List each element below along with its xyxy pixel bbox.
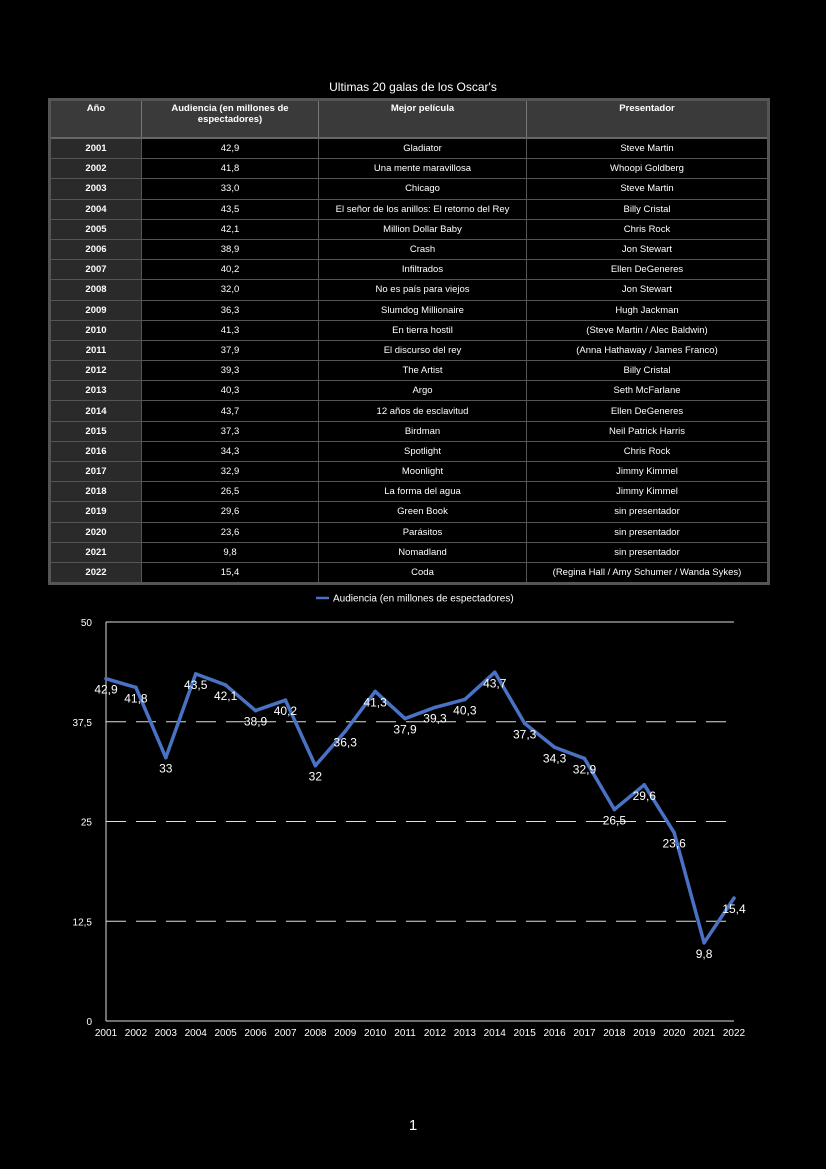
x-tick-label: 2012	[423, 1028, 447, 1039]
table-row	[50, 562, 769, 583]
cell-host: Seth McFarlane	[527, 381, 769, 401]
cell-host: Billy Cristal	[527, 199, 769, 219]
table-row	[50, 320, 769, 340]
x-tick-label: 2022	[722, 1028, 746, 1039]
data-point	[493, 670, 497, 674]
y-tick-label: 12,5	[72, 917, 92, 929]
data-label: 37,3	[512, 727, 537, 742]
cell-best-picture: The Artist	[319, 361, 527, 381]
cell-audience: 42,1	[142, 219, 319, 239]
cell-host: Ellen DeGeneres	[527, 260, 769, 280]
data-point	[343, 730, 347, 734]
cell-year: 2009	[50, 300, 142, 320]
cell-year: 2008	[50, 280, 142, 300]
data-point	[104, 677, 108, 681]
data-point	[314, 764, 318, 768]
cell-audience: 33,0	[142, 179, 319, 199]
cell-audience: 43,7	[142, 401, 319, 421]
cell-best-picture: Crash	[319, 239, 527, 259]
data-point	[224, 683, 228, 687]
cell-best-picture: No es país para viejos	[319, 280, 527, 300]
cell-host: Hugh Jackman	[527, 300, 769, 320]
x-tick-label: 2007	[274, 1028, 297, 1039]
cell-audience: 32,0	[142, 280, 319, 300]
cell-host: Jimmy Kimmel	[527, 462, 769, 482]
cell-host: Whoopi Goldberg	[527, 159, 769, 179]
data-label: 23,6	[662, 836, 686, 851]
series-line	[106, 672, 734, 943]
cell-host: (Steve Martin / Alec Baldwin)	[527, 320, 769, 340]
data-label: 43,7	[483, 676, 507, 691]
cell-best-picture: Chicago	[319, 179, 527, 199]
table-row	[50, 159, 769, 179]
cell-year: 2010	[50, 320, 142, 340]
x-tick-label: 2018	[603, 1028, 626, 1039]
x-tick-label: 2015	[513, 1028, 536, 1039]
cell-best-picture: Parásitos	[319, 522, 527, 542]
x-tick-label: 2011	[394, 1028, 416, 1039]
data-label: 41,3	[363, 695, 387, 710]
header-year: Año	[50, 100, 142, 139]
table-row	[50, 361, 769, 381]
table-row	[50, 260, 769, 280]
data-label: 39,3	[423, 711, 447, 726]
data-point	[134, 686, 138, 690]
cell-audience: 42,9	[142, 138, 319, 159]
data-label: 42,9	[94, 682, 118, 697]
table-row	[50, 381, 769, 401]
table-row	[50, 421, 769, 441]
cell-host: Steve Martin	[527, 179, 769, 199]
x-tick-label: 2006	[244, 1028, 267, 1039]
audience-line-chart	[0, 585, 826, 1045]
header-audience: Audiencia (en millones de espectadores)	[142, 100, 319, 139]
table-row	[50, 239, 769, 259]
x-tick-label: 2002	[124, 1028, 148, 1039]
cell-best-picture: Nomadland	[319, 542, 527, 562]
cell-best-picture: Argo	[319, 381, 527, 401]
table-row	[50, 219, 769, 239]
data-label: 36,3	[333, 735, 357, 750]
data-point	[463, 698, 467, 702]
data-point	[672, 831, 676, 835]
data-label: 40,3	[453, 703, 477, 718]
data-point	[642, 783, 646, 787]
cell-year: 2013	[50, 381, 142, 401]
cell-year: 2021	[50, 542, 142, 562]
cell-audience: 39,3	[142, 361, 319, 381]
table-row	[50, 542, 769, 562]
data-label: 26,5	[602, 813, 627, 828]
cell-host: Chris Rock	[527, 441, 769, 461]
oscars-table	[48, 98, 770, 585]
cell-best-picture: Birdman	[319, 421, 527, 441]
cell-year: 2005	[50, 219, 142, 239]
cell-best-picture: Spotlight	[319, 441, 527, 461]
data-label: 37,9	[393, 722, 417, 737]
y-tick-label: 37,5	[72, 717, 92, 729]
cell-host: Steve Martin	[527, 138, 769, 159]
cell-year: 2007	[50, 260, 142, 280]
cell-best-picture: La forma del agua	[319, 482, 527, 502]
data-point	[254, 709, 258, 713]
cell-audience: 15,4	[142, 562, 319, 583]
data-point	[523, 722, 527, 726]
data-label: 9,8	[695, 946, 713, 961]
cell-audience: 34,3	[142, 441, 319, 461]
cell-year: 2017	[50, 462, 142, 482]
page-number: 1	[408, 1117, 418, 1134]
table-row	[50, 462, 769, 482]
data-label: 32	[308, 769, 323, 784]
data-point	[373, 690, 377, 694]
data-point	[284, 698, 288, 702]
cell-best-picture: En tierra hostil	[319, 320, 527, 340]
x-tick-label: 2017	[573, 1028, 596, 1039]
cell-year: 2003	[50, 179, 142, 199]
cell-best-picture: Infiltrados	[319, 260, 527, 280]
cell-audience: 9,8	[142, 542, 319, 562]
cell-audience: 37,9	[142, 340, 319, 360]
cell-best-picture: Slumdog Millionaire	[319, 300, 527, 320]
table-body	[50, 138, 769, 584]
data-point	[164, 756, 168, 760]
cell-host: (Regina Hall / Amy Schumer / Wanda Sykes)	[527, 562, 769, 583]
cell-best-picture: El discurso del rey	[319, 340, 527, 360]
cell-best-picture: Moonlight	[319, 462, 527, 482]
data-label: 34,3	[542, 751, 567, 766]
header-best-picture: Mejor película	[319, 100, 527, 139]
data-label: 38,9	[243, 714, 268, 729]
cell-year: 2006	[50, 239, 142, 259]
cell-year: 2001	[50, 138, 142, 159]
x-tick-label: 2008	[304, 1028, 327, 1039]
table-row	[50, 280, 769, 300]
cell-best-picture: El señor de los anillos: El retorno del Rey	[319, 199, 527, 219]
cell-audience: 26,5	[142, 482, 319, 502]
x-tick-label: 2004	[184, 1028, 207, 1039]
cell-year: 2002	[50, 159, 142, 179]
y-tick-label: 50	[80, 618, 92, 629]
cell-host: Neil Patrick Harris	[527, 421, 769, 441]
cell-best-picture: Green Book	[319, 502, 527, 522]
x-tick-label: 2010	[364, 1028, 387, 1039]
data-point	[553, 745, 557, 749]
cell-host: Jon Stewart	[527, 239, 769, 259]
x-tick-label: 2009	[334, 1028, 357, 1039]
data-point	[613, 808, 617, 812]
cell-audience: 40,3	[142, 381, 319, 401]
cell-best-picture: 12 años de esclavitud	[319, 401, 527, 421]
table-row	[50, 300, 769, 320]
x-tick-label: 2005	[214, 1028, 237, 1039]
table-row	[50, 441, 769, 461]
cell-best-picture: Million Dollar Baby	[319, 219, 527, 239]
data-point	[583, 757, 587, 761]
cell-host: sin presentador	[527, 522, 769, 542]
cell-audience: 29,6	[142, 502, 319, 522]
data-label: 40,2	[273, 704, 298, 719]
cell-host: Jon Stewart	[527, 280, 769, 300]
table-header-row	[50, 100, 769, 139]
x-tick-label: 2014	[483, 1028, 506, 1039]
cell-audience: 38,9	[142, 239, 319, 259]
cell-year: 2015	[50, 421, 142, 441]
cell-host: Jimmy Kimmel	[527, 482, 769, 502]
table-row	[50, 199, 769, 219]
data-label: 42,1	[213, 689, 238, 704]
table-row	[50, 401, 769, 421]
table-row	[50, 179, 769, 199]
data-label: 32,9	[572, 762, 597, 777]
data-label: 15,4	[722, 902, 746, 917]
cell-host: Billy Cristal	[527, 361, 769, 381]
cell-host: Ellen DeGeneres	[527, 401, 769, 421]
y-tick-label: 0	[86, 1017, 92, 1028]
cell-year: 2019	[50, 502, 142, 522]
table-row	[50, 340, 769, 360]
x-tick-label: 2020	[663, 1028, 686, 1039]
x-tick-label: 2016	[543, 1028, 566, 1039]
cell-audience: 43,5	[142, 199, 319, 219]
cell-audience: 41,3	[142, 320, 319, 340]
cell-audience: 23,6	[142, 522, 319, 542]
cell-year: 2016	[50, 441, 142, 461]
data-label: 29,6	[632, 788, 656, 803]
cell-year: 2020	[50, 522, 142, 542]
table-row	[50, 482, 769, 502]
cell-audience: 41,8	[142, 159, 319, 179]
data-point	[194, 672, 198, 676]
cell-year: 2022	[50, 562, 142, 583]
x-tick-label: 2021	[692, 1028, 716, 1039]
x-tick-label: 2013	[453, 1028, 476, 1039]
cell-best-picture: Coda	[319, 562, 527, 583]
table-row	[50, 138, 769, 159]
x-tick-label: 2001	[94, 1028, 118, 1039]
header-host: Presentador	[527, 100, 769, 139]
x-tick-label: 2019	[633, 1028, 656, 1039]
cell-year: 2018	[50, 482, 142, 502]
cell-host: sin presentador	[527, 542, 769, 562]
table-row	[50, 522, 769, 542]
cell-best-picture: Una mente maravillosa	[319, 159, 527, 179]
data-label: 41,8	[124, 691, 148, 706]
cell-host: (Anna Hathaway / James Franco)	[527, 340, 769, 360]
cell-audience: 40,2	[142, 260, 319, 280]
cell-host: Chris Rock	[527, 219, 769, 239]
cell-host: sin presentador	[527, 502, 769, 522]
cell-year: 2014	[50, 401, 142, 421]
data-point	[732, 896, 736, 900]
cell-year: 2012	[50, 361, 142, 381]
cell-audience: 32,9	[142, 462, 319, 482]
data-point	[403, 717, 407, 721]
data-point	[433, 706, 437, 710]
cell-best-picture: Gladiator	[319, 138, 527, 159]
data-label: 43,5	[184, 677, 208, 692]
cell-year: 2004	[50, 199, 142, 219]
cell-audience: 37,3	[142, 421, 319, 441]
data-point	[702, 941, 706, 945]
data-label: 33	[159, 761, 173, 776]
legend-label: Audiencia (en millones de espectadores)	[333, 593, 514, 605]
cell-audience: 36,3	[142, 300, 319, 320]
x-tick-label: 2003	[154, 1028, 177, 1039]
cell-year: 2011	[50, 340, 142, 360]
table-title: Ultimas 20 galas de los Oscar's	[329, 80, 497, 94]
y-tick-label: 25	[80, 817, 92, 829]
table-row	[50, 502, 769, 522]
